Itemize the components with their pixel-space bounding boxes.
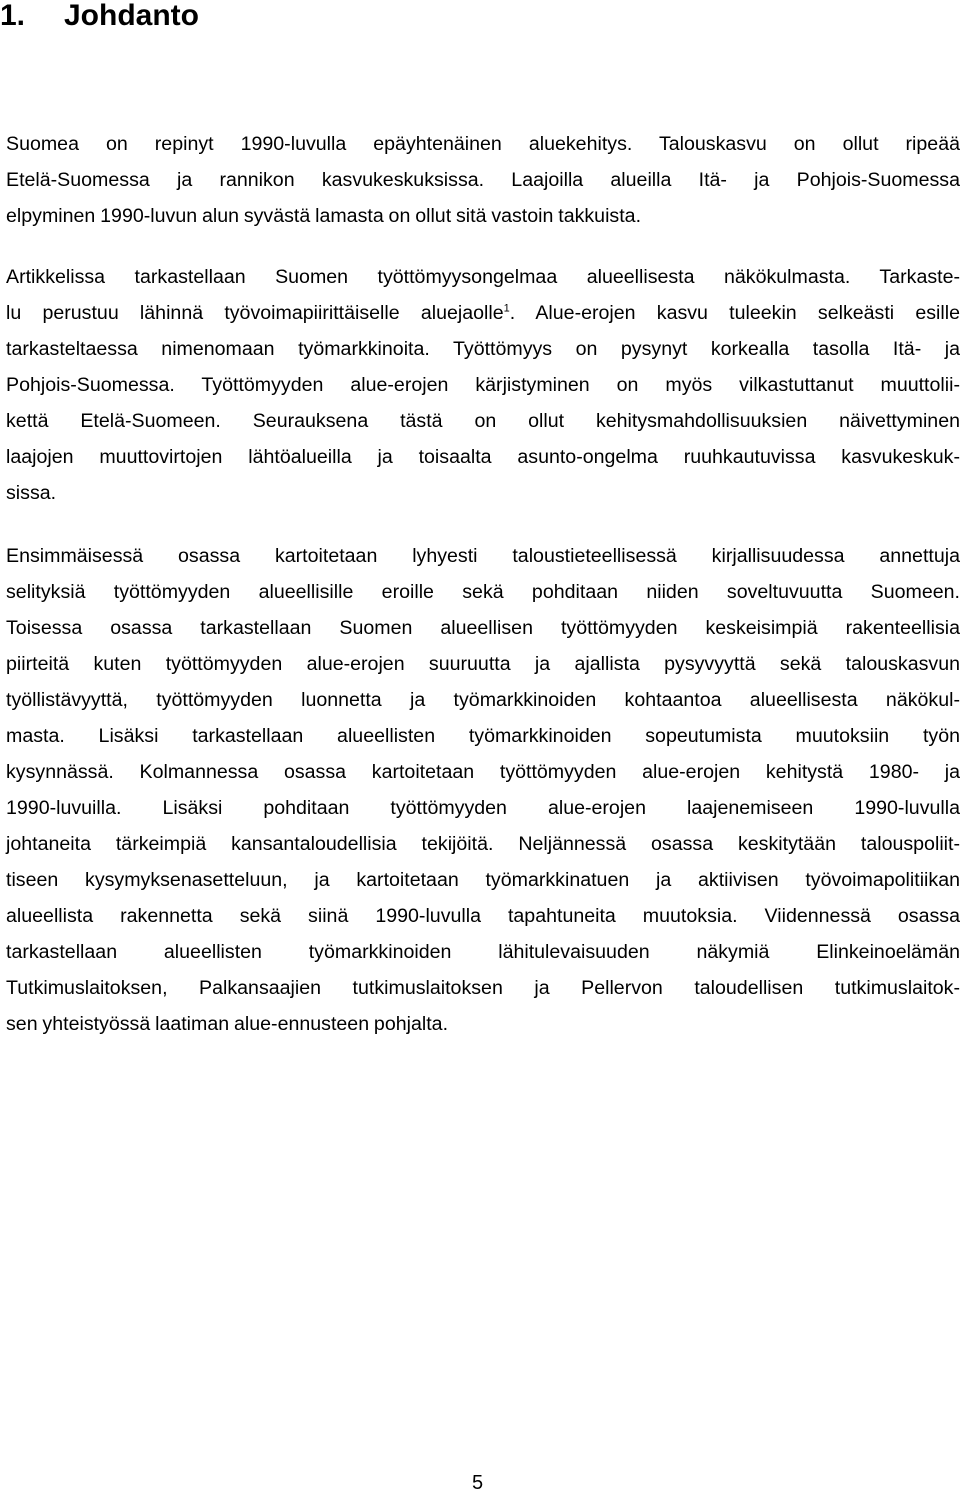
- text-line: Artikkelissa tarkastellaan Suomen työttömyysongelmaa alueellisesta näkökulmasta. Tarkaste-: [6, 266, 960, 288]
- text-line: tarkasteltaessa nimenomaan työmarkkinoita. Työttömyys on pysynyt korkealla tasolla Itä- ja: [6, 338, 960, 360]
- text-line: alueellista rakennetta sekä siinä 1990-luvulla tapahtuneita muutoksia. Viidennessä osassa: [6, 905, 960, 927]
- section-title: Johdanto: [64, 0, 199, 32]
- text-line-with-footnote: [6, 295, 960, 331]
- paragraph-scope: [6, 259, 960, 511]
- text-line: Toisessa osassa tarkastellaan Suomen alueellisen työttömyyden keskeisimpiä rakenteellisia: [6, 617, 960, 639]
- text-line: sissa.: [6, 482, 57, 504]
- paragraph-intro: [6, 126, 960, 234]
- text-segment: . Alue-erojen kasvu tuleekin selkeästi esille: [509, 302, 960, 324]
- text-line: tarkastellaan alueellisten työmarkkinoiden lähitulevaisuuden näkymiä Elinkeinoelämän: [6, 941, 960, 963]
- page-number: 5: [472, 1472, 484, 1494]
- text-line: työllistävyyttä, työttömyyden luonnetta ja työmarkkinoiden kohtaantoa alueellisesta näkökul-: [6, 689, 960, 711]
- text-line: masta. Lisäksi tarkastellaan alueellisten työmarkkinoiden sopeutumista muutoksiin työn: [6, 725, 960, 747]
- text-line: Suomea on repinyt 1990-luvulla epäyhtenäinen aluekehitys. Talouskasvu on ollut ripeää: [6, 133, 960, 155]
- text-line: sen yhteistyössä laatiman alue-ennusteen pohjalta.: [6, 1013, 449, 1035]
- text-line: laajojen muuttovirtojen lähtöalueilla ja toisaalta asunto-ongelma ruuhkautuvissa kasvukeskuk-: [6, 446, 960, 468]
- paragraph-outline: [6, 538, 960, 1042]
- text-line: kettä Etelä-Suomeen. Seurauksena tästä on ollut kehitysmahdollisuuksien näivettyminen: [6, 410, 960, 432]
- text-line: piirteitä kuten työttömyyden alue-erojen suuruutta ja ajallista pysyvyyttä sekä talouskasvun: [6, 653, 960, 675]
- text-line: Tutkimuslaitoksen, Palkansaajien tutkimuslaitoksen ja Pellervon taloudellisen tutkimuslaitok-: [6, 977, 960, 999]
- text-line: Pohjois-Suomessa. Työttömyyden alue-erojen kärjistyminen on myös vilkastuttanut muuttolii-: [6, 374, 960, 396]
- section-heading: [0, 0, 199, 38]
- text-line: 1990-luvuilla. Lisäksi pohditaan työttömyyden alue-erojen laajenemiseen 1990-luvulla: [6, 797, 960, 819]
- text-line: Ensimmäisessä osassa kartoitetaan lyhyesti taloustieteellisessä kirjallisuudessa annettuja: [6, 545, 960, 567]
- text-segment: lu perustuu lähinnä työvoimapiirittäiselle aluejaolle: [6, 302, 504, 324]
- text-line: selityksiä työttömyyden alueellisille eroille sekä pohditaan niiden soveltuvuutta Suomeen.: [6, 581, 960, 603]
- text-line: tiseen kysymyksenasetteluun, ja kartoitetaan työmarkkinatuen ja aktiivisen työvoimapolitiikan: [6, 869, 960, 891]
- text-line: elpyminen 1990-luvun alun syvästä lamasta on ollut sitä vastoin takkuista.: [6, 205, 642, 227]
- section-number: 1.: [0, 0, 26, 32]
- text-line: johtaneita tärkeimpiä kansantaloudellisia tekijöitä. Neljännessä osassa keskitytään talouspoliit-: [6, 833, 960, 855]
- text-line: Etelä-Suomessa ja rannikon kasvukeskuksissa. Laajoilla alueilla Itä- ja Pohjois-Suomessa: [6, 169, 960, 191]
- footnote-reference[interactable]: 1: [503, 302, 510, 315]
- text-line: kysynnässä. Kolmannessa osassa kartoitetaan työttömyyden alue-erojen kehitystä 1980- ja: [6, 761, 960, 783]
